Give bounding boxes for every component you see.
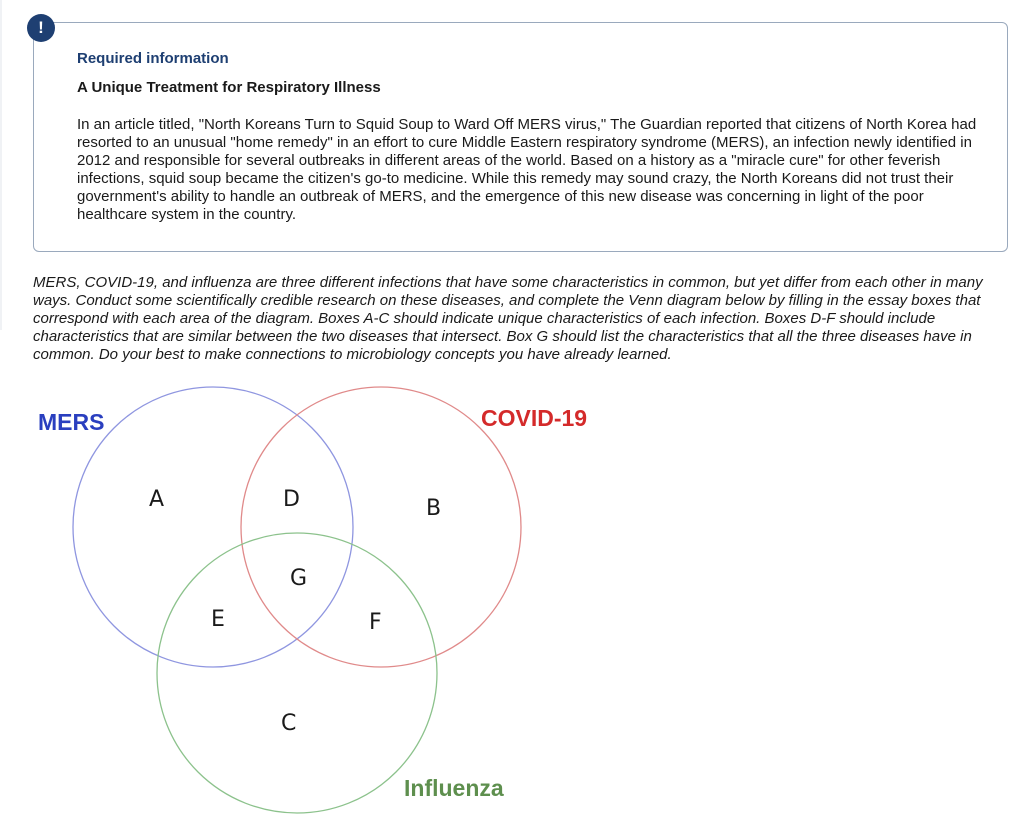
- assignment-instructions: MERS, COVID-19, and influenza are three different infections that have some characteristics in common, but yet differ from each other in many ways. Conduct some scientifically credible research on these diseases, and complete the Venn diagram below by filling in the essay boxes that correspond with each area of the diagram. Boxes A-C should indicate unique characteristics of each infection. Boxes D-F should include characteristics that are similar between the two diseases that intersect. Box G should list the characteristics that all the three diseases have in common. Do your best to make connections to microbiology concepts you have already learned.: [33, 274, 983, 363]
- exclamation-icon: !: [27, 14, 55, 42]
- required-info-content: [33, 22, 1008, 252]
- venn-diagram: [0, 380, 620, 820]
- region-b-label: B: [426, 496, 442, 521]
- region-f-label: F: [369, 610, 382, 635]
- region-d-label: D: [283, 487, 300, 512]
- article-title: A Unique Treatment for Respiratory Illness: [77, 79, 381, 96]
- region-a-label: A: [149, 487, 165, 512]
- influenza-label: Influenza: [404, 775, 504, 801]
- mers-label: MERS: [38, 409, 105, 435]
- article-body: In an article titled, "North Koreans Turn to Squid Soup to Ward Off MERS virus," The Guardian reported that citizens of North Korea had resorted to an unusual "home remedy" in an effort to cure Middle Eastern respiratory syndrome (MERS), an infection newly identified in 2012 and responsible for several outbreaks in different areas of the world. Based on a history as a "miracle cure" for other feverish infections, squid soup became the citizen's go-to medicine. While this remedy may sound crazy, the North Koreans did not trust their government's ability to handle an outbreak of MERS, and the emergence of this new disease was concerning in light of the poor healthcare system in the country.: [77, 116, 977, 223]
- region-c-label: C: [281, 711, 297, 736]
- region-e-label: E: [211, 607, 225, 632]
- region-g-label: G: [290, 566, 308, 591]
- required-info-heading: Required information: [77, 50, 229, 67]
- covid-label: COVID-19: [481, 405, 588, 431]
- page-edge: [0, 0, 2, 330]
